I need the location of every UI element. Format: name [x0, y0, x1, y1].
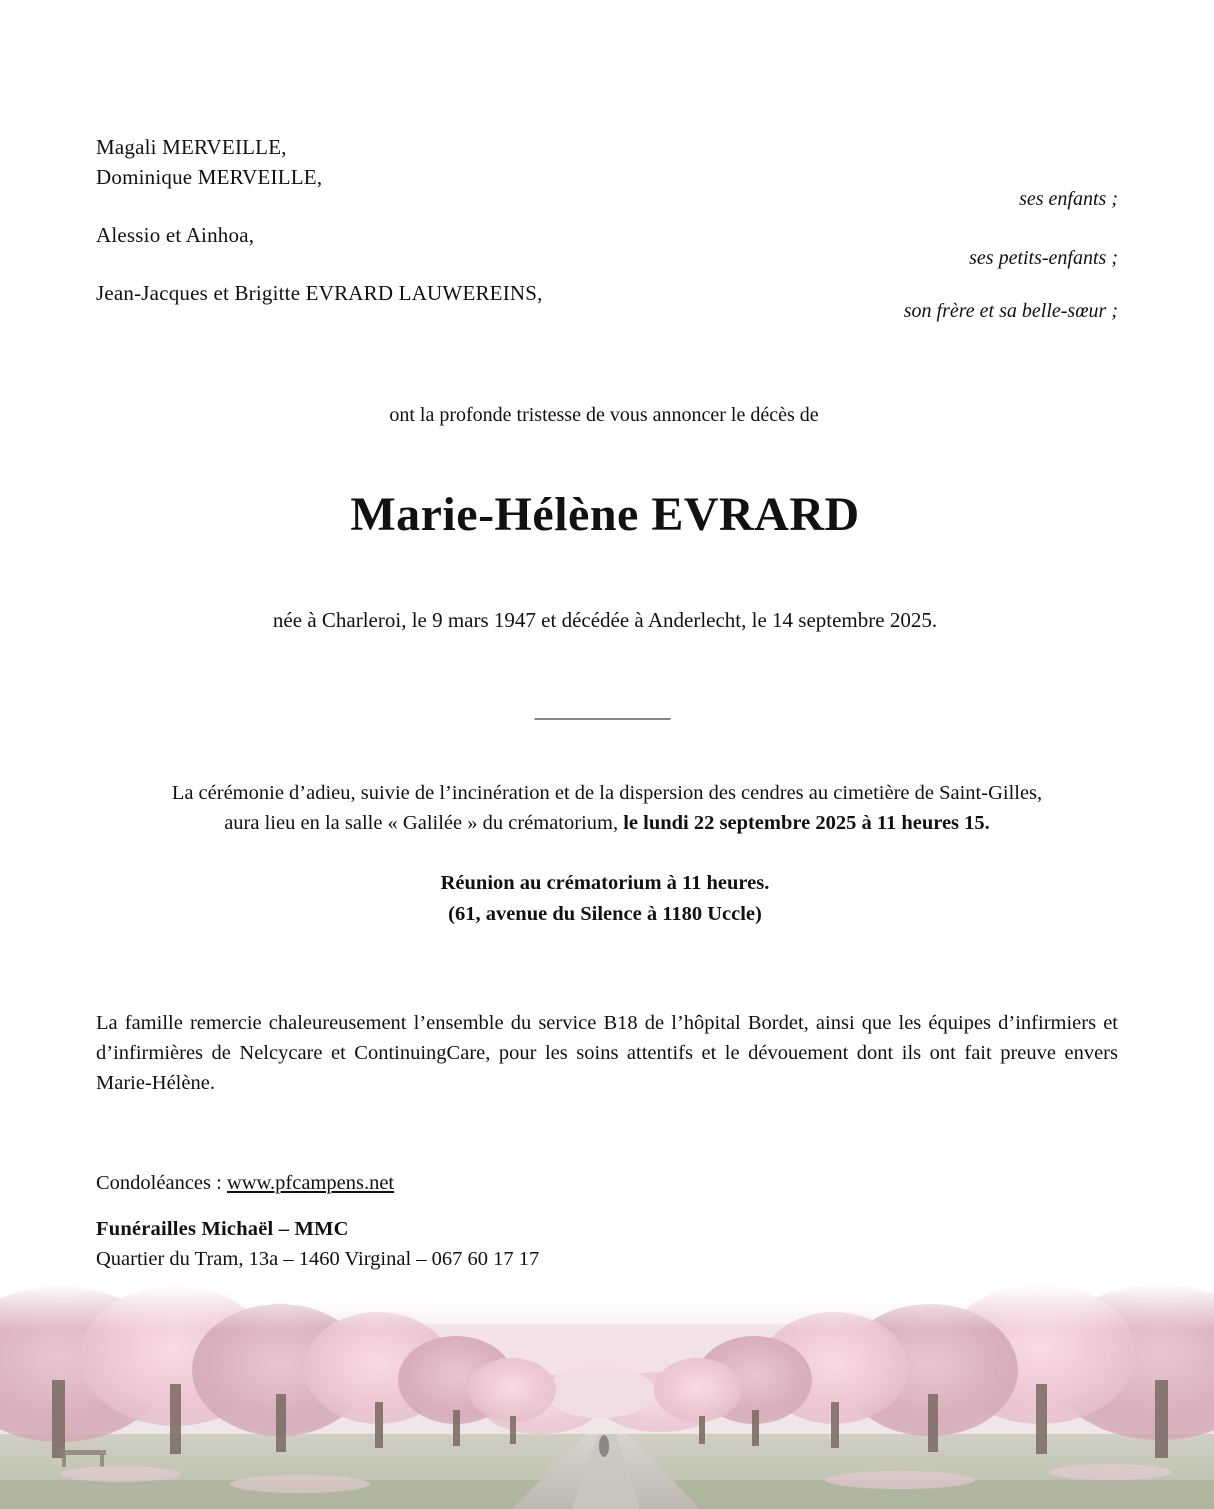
- meeting-time: Réunion au crématorium à 11 heures.: [440, 872, 770, 894]
- spacer: [96, 192, 1118, 220]
- spacer: [96, 250, 1118, 278]
- deceased-name: Marie-Hélène EVRARD: [350, 488, 860, 541]
- condolences-label: Condoléances :: [96, 1172, 227, 1194]
- thanks-paragraph: La famille remercie chaleureusement l’ensemble du service B18 de l’hôpital Bordet, ainsi que les équipes d’infirmiers et d’infirmières de Nelcycare et ContinuingCare, pour les soins attentifs et le dévouement dont ils ont fait preuve envers Marie-Hélène.: [96, 1012, 1118, 1094]
- ceremony-details: [0, 778, 1214, 838]
- footer-block: [96, 1168, 1118, 1274]
- funeral-home-address: Quartier du Tram, 13a – 1460 Virginal – 067 60 17 17: [96, 1248, 540, 1270]
- ceremony-datetime: le lundi 22 septembre 2025 à 11 heures 15.: [623, 812, 990, 834]
- divider-rule: _______________: [534, 700, 670, 722]
- meeting-details: [0, 868, 1214, 930]
- ceremony-venue-text: aura lieu en la salle « Galilée » du crématorium,: [224, 812, 624, 834]
- meeting-address: (61, avenue du Silence à 1180 Uccle): [448, 903, 762, 925]
- announcement-line: ont la profonde tristesse de vous annoncer le décès de: [389, 404, 819, 426]
- cherry-blossom-photo: [0, 1284, 1214, 1509]
- family-name-4: Jean-Jacques et Brigitte EVRARD LAUWEREINS,: [96, 281, 543, 305]
- funeral-home-name: Funérailles Michaël – MMC: [96, 1218, 349, 1240]
- condolences-website-link[interactable]: www.pfcampens.net: [226, 1172, 395, 1194]
- birth-death-dates: née à Charleroi, le 9 mars 1947 et décédée à Anderlecht, le 14 septembre 2025.: [272, 608, 938, 632]
- family-relation-children: ses enfants ;: [1019, 188, 1118, 210]
- family-relation-sibling: son frère et sa belle-sœur ;: [903, 300, 1118, 322]
- family-group-children: [96, 132, 1118, 322]
- family-relation-grandchildren: ses petits-enfants ;: [969, 247, 1118, 269]
- family-block: [0, 132, 1214, 322]
- condolences-line: [96, 1168, 1118, 1198]
- ceremony-line-2: [60, 808, 1154, 838]
- ceremony-line-1: La cérémonie d’adieu, suivie de l’incinération et de la dispersion des cendres au cimetière de Saint-Gilles,: [171, 782, 1043, 804]
- family-name-2: Dominique MERVEILLE,: [96, 165, 323, 189]
- family-name-1: Magali MERVEILLE,: [96, 135, 287, 159]
- family-name-3: Alessio et Ainhoa,: [96, 223, 255, 247]
